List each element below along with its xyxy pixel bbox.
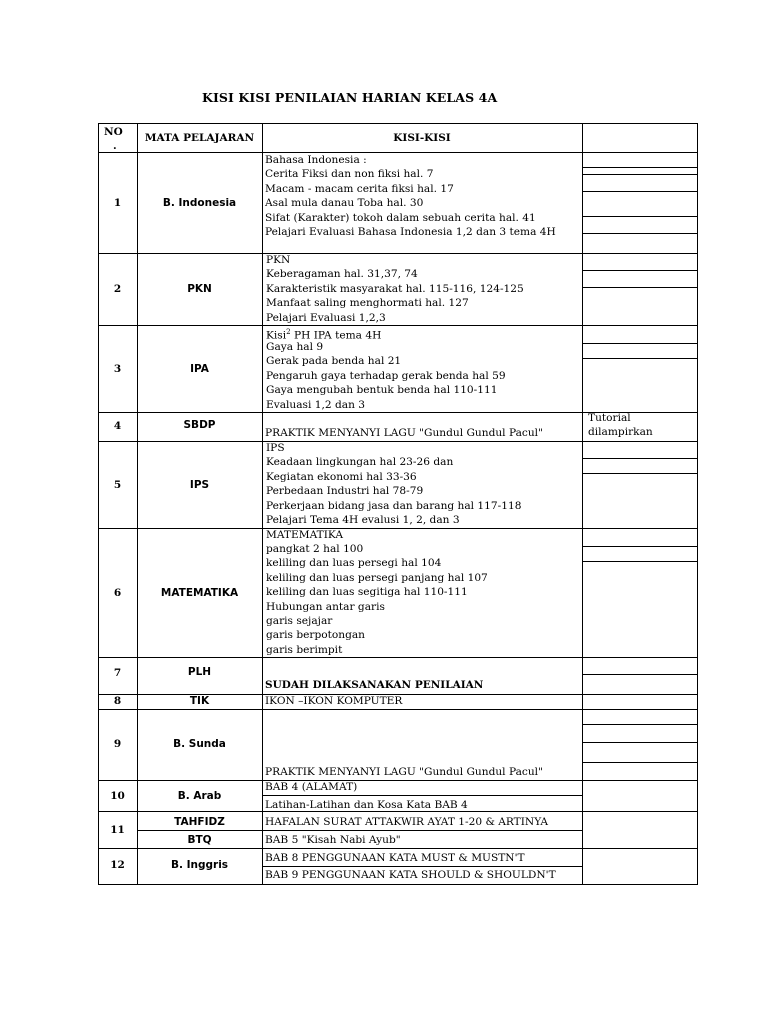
row-number: 3 <box>113 362 122 375</box>
kisi-line: garis berimpit <box>266 643 343 656</box>
extra-column-rule <box>582 473 698 474</box>
row-divider <box>98 441 698 442</box>
subrow-divider <box>262 866 582 867</box>
subject-name: B. Sunda <box>173 738 226 750</box>
kisi-line: BAB 4 (ALAMAT) <box>265 781 358 793</box>
row-number: 6 <box>113 586 122 599</box>
kisi-line: BAB 5 "Kisah Nabi Ayub" <box>265 834 401 846</box>
header-no-dot: . <box>113 140 117 152</box>
table-border-bottom <box>98 884 698 885</box>
kisi-line: Evaluasi 1,2 dan 3 <box>266 398 365 411</box>
row-number: 2 <box>113 283 122 295</box>
kisi-superscript: 2 <box>286 328 291 336</box>
kisi-line: Keadaan lingkungan hal 23-26 dan <box>266 456 454 469</box>
subject-name: B. Indonesia <box>162 196 237 209</box>
subrow-divider <box>262 795 582 796</box>
row-divider <box>98 780 698 781</box>
extra-column-rule <box>582 233 698 234</box>
kisi-line: PRAKTIK MENYANYI LAGU "Gundul Gundul Pacul" <box>265 427 543 439</box>
subject-name: TIK <box>189 695 210 707</box>
table-border-left <box>98 123 99 884</box>
kisi-line: Hubungan antar garis <box>266 600 385 613</box>
subject-name: BTQ <box>187 834 212 846</box>
header-subject: MATA PELAJARAN <box>144 132 255 144</box>
row-divider <box>98 325 698 326</box>
kisi-prefix: Kisi <box>266 329 287 342</box>
kisi-line: Pelajari Evaluasi Bahasa Indonesia 1,2 dan 3 tema 4H <box>265 226 556 238</box>
extra-column-rule <box>582 458 698 459</box>
kisi-line: IKON –IKON KOMPUTER <box>265 695 403 707</box>
extra-column-rule <box>582 287 698 288</box>
kisi-line: Gaya mengubah bentuk benda hal 110-111 <box>266 384 498 396</box>
extra-column-rule <box>582 343 698 344</box>
header-kisi: KISI-KISI <box>393 132 451 144</box>
kisi-suffix: PH IPA tema 4H <box>290 329 382 342</box>
kisi-line: BAB 8 PENGGUNAAN KATA MUST & MUSTN'T <box>265 852 525 864</box>
page-title: KISI KISI PENILAIAN HARIAN KELAS 4A <box>202 90 498 105</box>
kisi-line: pangkat 2 hal 100 <box>266 542 364 555</box>
column-divider <box>137 123 138 884</box>
extra-column-rule <box>582 762 698 763</box>
row-divider <box>98 152 698 153</box>
kisi-line: Cerita Fiksi dan non fiksi hal. 7 <box>265 168 434 181</box>
kisi-line: Kegiatan ekonomi hal 33-36 <box>266 470 417 483</box>
extra-column-rule <box>582 358 698 359</box>
note-text: dilampirkan <box>588 426 653 439</box>
row-number: 10 <box>110 790 125 802</box>
row-number: 8 <box>113 695 122 707</box>
row-divider <box>98 253 698 254</box>
kisi-line: Gerak pada benda hal 21 <box>266 355 402 367</box>
note-text: Tutorial <box>588 412 631 424</box>
extra-column-rule <box>582 270 698 271</box>
kisi-line: keliling dan luas persegi panjang hal 107 <box>266 571 488 584</box>
extra-column-rule <box>582 174 698 175</box>
kisi-line: IPS <box>266 442 285 454</box>
row-number: 11 <box>110 824 125 836</box>
column-divider <box>262 123 263 884</box>
kisi-line: Manfaat saling menghormati hal. 127 <box>266 297 469 310</box>
row-divider <box>98 709 698 710</box>
subject-name: TAHFIDZ <box>174 816 225 828</box>
extra-column-rule <box>582 191 698 192</box>
row-number: 7 <box>113 667 122 679</box>
table-border-right <box>697 123 698 884</box>
kisi-line: Gaya hal 9 <box>266 340 324 353</box>
extra-column-rule <box>582 724 698 725</box>
extra-column-rule <box>582 216 698 217</box>
subject-name: SBDP <box>183 419 216 431</box>
column-divider <box>582 123 583 884</box>
kisi-line: Asal mula danau Toba hal. 30 <box>265 197 424 210</box>
row-divider <box>98 528 698 529</box>
subject-name: PKN <box>187 283 212 295</box>
extra-column-rule <box>582 742 698 743</box>
kisi-line: Pelajari Tema 4H evalusi 1, 2, dan 3 <box>266 514 460 526</box>
row-number: 9 <box>113 738 122 750</box>
kisi-line: Bahasa Indonesia : <box>265 154 367 166</box>
row-number: 5 <box>113 478 122 491</box>
row-divider <box>98 657 698 658</box>
row-divider <box>98 848 698 849</box>
table-border-top <box>98 123 698 124</box>
subject-name: B. Arab <box>177 790 222 802</box>
subject-name: B. Inggris <box>170 859 229 871</box>
kisi-line: Pengaruh gaya terhadap gerak benda hal 59 <box>266 369 506 382</box>
extra-column-rule <box>582 674 698 675</box>
subrow-divider <box>137 830 582 831</box>
kisi-line: Perkerjaan bidang jasa dan barang hal 117-118 <box>266 499 522 512</box>
extra-column-rule <box>582 167 698 168</box>
row-number: 4 <box>113 420 122 432</box>
kisi-line: Karakteristik masyarakat hal. 115-116, 124-125 <box>266 282 524 295</box>
row-number: 1 <box>113 196 122 209</box>
kisi-line: BAB 9 PENGGUNAAN KATA SHOULD & SHOULDN'T <box>265 869 556 881</box>
kisi-line: PKN <box>266 254 291 266</box>
subject-name: PLH <box>187 666 212 678</box>
kisi-line: keliling dan luas segitiga hal 110-111 <box>266 586 468 599</box>
kisi-line: Macam - macam cerita fiksi hal. 17 <box>265 182 454 195</box>
kisi-line: Pelajari Evaluasi 1,2,3 <box>266 311 386 324</box>
extra-column-rule <box>582 561 698 562</box>
kisi-line: SUDAH DILAKSANAKAN PENILAIAN <box>265 679 484 691</box>
kisi-line: Sifat (Karakter) tokoh dalam sebuah cerita hal. 41 <box>265 211 536 224</box>
subject-name: IPA <box>190 362 209 375</box>
kisi-line: PRAKTIK MENYANYI LAGU "Gundul Gundul Pacul" <box>265 766 543 778</box>
kisi-line: garis sejajar <box>266 614 333 627</box>
kisi-line: Perbedaan Industri hal 78-79 <box>266 485 424 498</box>
subject-name: MATEMATIKA <box>160 586 239 599</box>
extra-column-rule <box>582 546 698 547</box>
kisi-line: keliling dan luas persegi hal 104 <box>266 557 442 570</box>
kisi-line: MATEMATIKA <box>266 528 344 541</box>
kisi-line: Latihan-Latihan dan Kosa Kata BAB 4 <box>265 799 468 811</box>
kisi-line: garis berpotongan <box>266 629 366 642</box>
kisi-line: Keberagaman hal. 31,37, 74 <box>266 268 418 281</box>
subject-name: IPS <box>189 478 210 491</box>
kisi-line: HAFALAN SURAT ATTAKWIR AYAT 1-20 & ARTINYA <box>265 816 549 828</box>
header-no: NO <box>104 126 123 138</box>
row-number: 12 <box>110 859 125 871</box>
